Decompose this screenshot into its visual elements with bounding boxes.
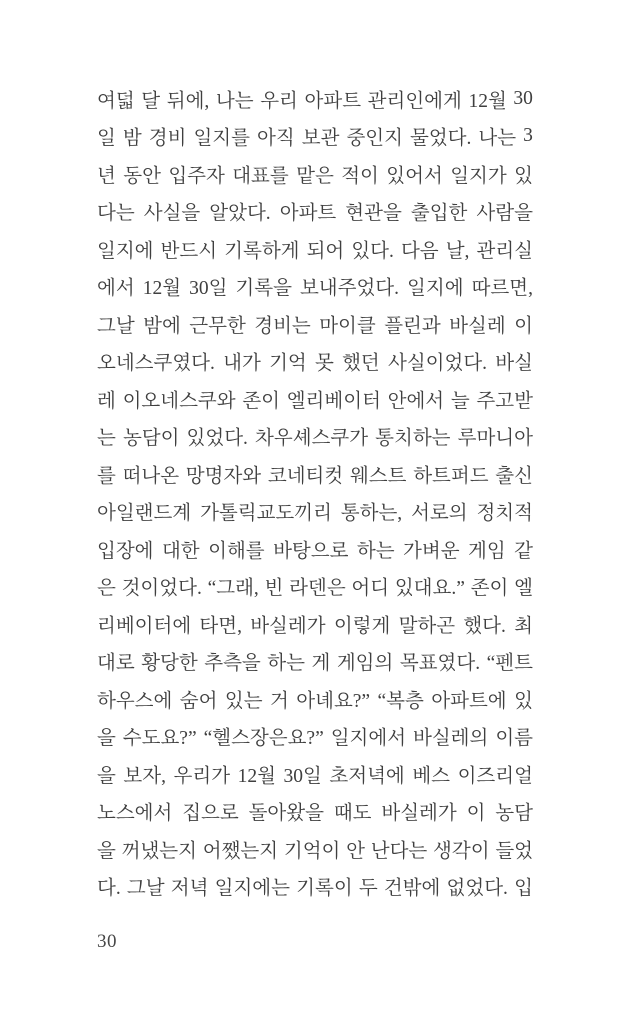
page-number: 30 xyxy=(97,931,117,952)
text-line: 을 보자, 우리가 12월 30일 초저녁에 베스 이즈리얼 xyxy=(97,765,533,787)
text-line: 노스에서 집으로 돌아왔을 때도 바실레가 이 농담 xyxy=(97,803,533,825)
text-line: 일 밤 경비 일지를 아직 보관 중인지 물었다. 나는 3 xyxy=(97,125,533,150)
text-line: 입장에 대한 이해를 바탕으로 하는 가벼운 게임 같 xyxy=(97,540,533,562)
text-line: 그날 밤에 근무한 경비는 마이클 플린과 바실레 이 xyxy=(97,315,533,337)
text-line: 여덟 달 뒤에, 나는 우리 아파트 관리인에게 12월 30 xyxy=(97,87,533,112)
text-line: 오네스쿠였다. 내가 기억 못 했던 사실이었다. 바실 xyxy=(97,353,533,375)
text-line: 에서 12월 30일 기록을 보내주었다. 일지에 따르면, xyxy=(97,278,533,300)
text-line: 아일랜드계 가톨릭교도끼리 통하는, 서로의 정치적 xyxy=(97,503,533,525)
text-line: 년 동안 입주자 대표를 맡은 적이 있어서 일지가 있 xyxy=(97,165,533,187)
text-line: 다는 사실을 알았다. 아파트 현관을 출입한 사람을 xyxy=(97,203,533,225)
text-line: 은 것이었다. “그래, 빈 라덴은 어디 있대요.” 존이 엘 xyxy=(97,578,533,600)
text-line: 일지에 반드시 기록하게 되어 있다. 다음 날, 관리실 xyxy=(97,240,533,262)
text-line: 대로 황당한 추측을 하는 게 게임의 목표였다. “펜트 xyxy=(97,653,533,675)
text-line: 하우스에 숨어 있는 거 아녜요?” “복층 아파트에 있 xyxy=(97,690,533,712)
text-line: 레 이오네스쿠와 존이 엘리베이터 안에서 늘 주고받 xyxy=(97,390,533,412)
text-line: 다. 그날 저녁 일지에는 기록이 두 건밖에 없었다. 입 xyxy=(97,878,533,900)
text-line: 를 떠나온 망명자와 코네티컷 웨스트 하트퍼드 출신 xyxy=(97,465,533,487)
body-text xyxy=(97,80,533,905)
text-line: 는 농담이 있었다. 차우셰스쿠가 통치하는 루마니아 xyxy=(97,428,533,450)
text-line: 리베이터에 타면, 바실레가 이렇게 말하곤 했다. 최 xyxy=(97,615,533,637)
text-line: 을 꺼냈는지 어쨌는지 기억이 안 난다는 생각이 들었 xyxy=(97,840,533,862)
text-line: 을 수도요?” “헬스장은요?” 일지에서 바실레의 이름 xyxy=(97,728,533,750)
